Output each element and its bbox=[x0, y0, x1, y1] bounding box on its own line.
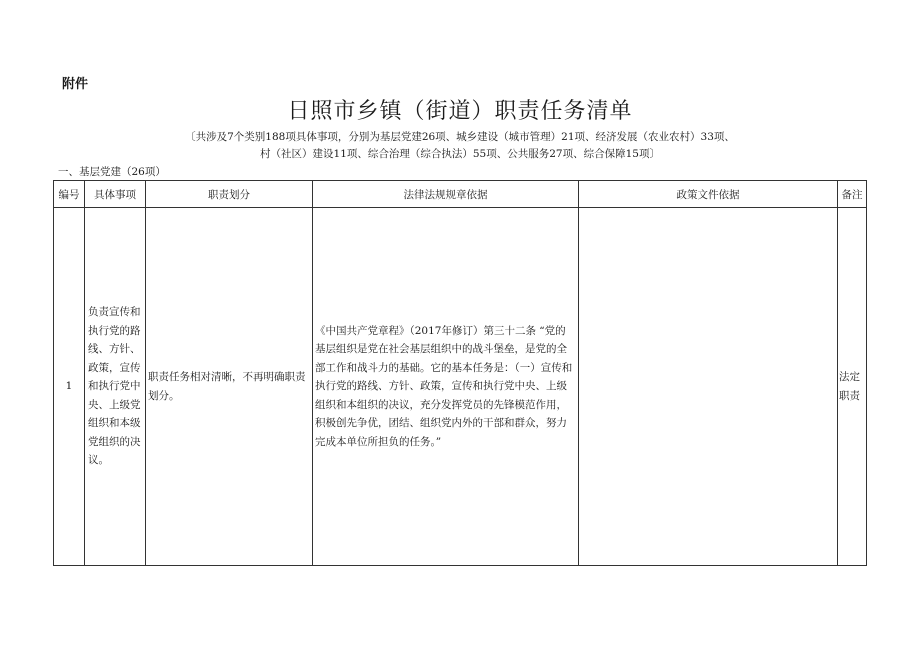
section-heading: 一、基层党建（26项） bbox=[58, 166, 166, 178]
column-header-law-basis: 法律法规规章依据 bbox=[313, 181, 579, 208]
attachment-label: 附件 bbox=[62, 77, 89, 92]
column-header-division: 职责划分 bbox=[146, 181, 313, 208]
cell-item: 负责宣传和执行党的路线、方针、政策，宣传和执行党中央、上级党组织和本级党组织的决议。 bbox=[85, 208, 146, 566]
column-header-note: 备注 bbox=[838, 181, 867, 208]
table-header-row bbox=[54, 181, 867, 208]
subtitle-line-2: 村（社区）建设11项、综合治理（综合执法）55项、公共服务27项、综合保障15项〕 bbox=[260, 148, 660, 160]
table-row bbox=[54, 208, 867, 566]
cell-note: 法定职责 bbox=[838, 208, 867, 566]
subtitle-line-1: 〔共涉及7个类别188项具体事项，分别为基层党建26项、城乡建设（城市管理）21项、经济发展（农业农村）33项、 bbox=[185, 131, 735, 143]
page-title: 日照市乡镇（街道）职责任务清单 bbox=[287, 99, 633, 124]
duty-table bbox=[53, 180, 867, 566]
cell-number: 1 bbox=[54, 208, 85, 566]
column-header-policy-basis: 政策文件依据 bbox=[579, 181, 838, 208]
column-header-item: 具体事项 bbox=[85, 181, 146, 208]
cell-division: 职责任务相对清晰，不再明确职责划分。 bbox=[146, 208, 313, 566]
cell-law-basis: 《中国共产党章程》（2017年修订）第三十二条 “党的基层组织是党在社会基层组织中的战斗堡垒，是党的全部工作和战斗力的基础。它的基本任务是：（一）宣传和执行党的路线、方针、政策，宣传和执行党中央、上级组织和本组织的决议，充分发挥党员的先锋模范作用，积极创先争优，团结、组织党内外的干部和群众，努力完成本单位所担负的任务。” bbox=[313, 208, 579, 566]
cell-policy-basis bbox=[579, 208, 838, 566]
column-header-number: 编号 bbox=[54, 181, 85, 208]
